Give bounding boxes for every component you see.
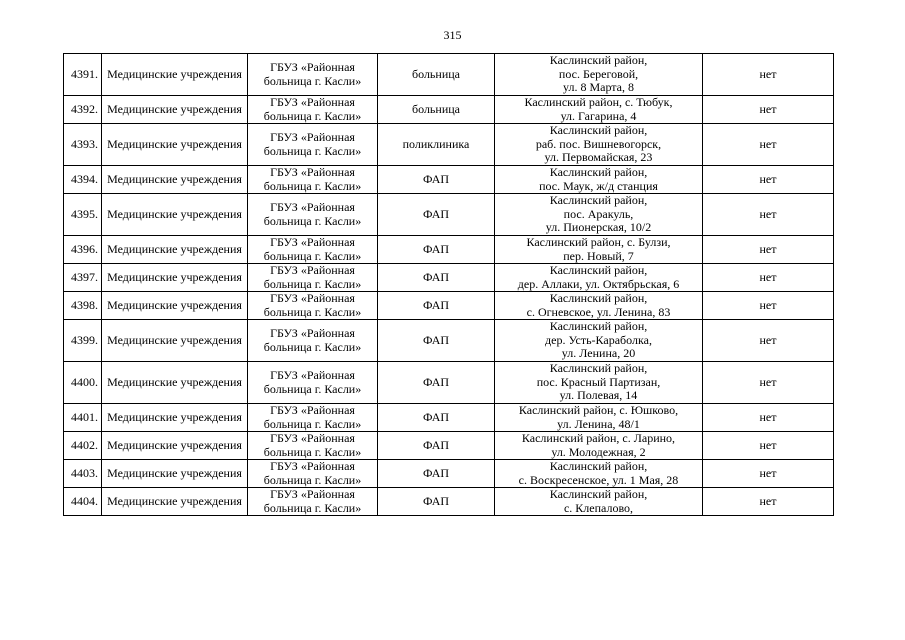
address-cell <box>495 320 703 362</box>
facility-type-cell: поликлиника <box>378 124 495 166</box>
address-line: ул. Молодежная, 2 <box>551 444 646 459</box>
facility-type-cell: ФАП <box>378 362 495 404</box>
address-cell <box>495 96 703 124</box>
address-line: пос. Аракуль, <box>563 206 634 221</box>
address-cell <box>495 362 703 404</box>
address-line: ул. Полевая, 14 <box>559 388 638 403</box>
facility-type-cell: ФАП <box>378 432 495 460</box>
row-number-cell: 4391. <box>64 54 102 96</box>
category-cell: Медицинские учреждения <box>102 54 248 96</box>
facility-type-cell: ФАП <box>378 166 495 194</box>
address-line: дер. Усть-Караболка, <box>545 332 652 347</box>
address-line: ул. Ленина, 48/1 <box>557 416 640 431</box>
address-line: Каслинский район, <box>549 123 648 138</box>
organization-cell: ГБУЗ «Районная больница г. Касли» <box>248 320 378 362</box>
value-cell: нет <box>703 54 834 96</box>
value-cell: нет <box>703 236 834 264</box>
row-number-cell: 4398. <box>64 292 102 320</box>
address-line: ул. Ленина, 20 <box>561 346 636 361</box>
address-line: Каслинский район, с. Юшково, <box>518 403 679 417</box>
category-cell: Медицинские учреждения <box>102 166 248 194</box>
organization-cell: ГБУЗ «Районная больница г. Касли» <box>248 292 378 320</box>
table-row <box>64 96 834 124</box>
category-cell: Медицинские учреждения <box>102 292 248 320</box>
category-cell: Медицинские учреждения <box>102 236 248 264</box>
row-number-cell: 4402. <box>64 432 102 460</box>
category-cell: Медицинские учреждения <box>102 404 248 432</box>
facility-type-cell: ФАП <box>378 488 495 516</box>
address-line: пос. Красный Партизан, <box>536 374 661 389</box>
row-number-cell: 4401. <box>64 404 102 432</box>
address-cell <box>495 166 703 194</box>
address-cell <box>495 404 703 432</box>
address-line: Каслинский район, <box>549 291 648 305</box>
organization-cell: ГБУЗ «Районная больница г. Касли» <box>248 488 378 516</box>
value-cell: нет <box>703 432 834 460</box>
row-number-cell: 4396. <box>64 236 102 264</box>
value-cell: нет <box>703 264 834 292</box>
registry-table <box>63 53 834 516</box>
organization-cell: ГБУЗ «Районная больница г. Касли» <box>248 236 378 264</box>
address-cell <box>495 124 703 166</box>
table-row <box>64 236 834 264</box>
address-line: Каслинский район, с. Тюбук, <box>524 95 673 109</box>
facility-type-cell: ФАП <box>378 292 495 320</box>
value-cell: нет <box>703 320 834 362</box>
address-cell <box>495 292 703 320</box>
category-cell: Медицинские учреждения <box>102 264 248 292</box>
facility-type-cell: ФАП <box>378 404 495 432</box>
address-line: раб. пос. Вишневогорск, <box>535 136 662 151</box>
address-line: Каслинский район, <box>549 319 648 334</box>
address-line: Каслинский район, <box>549 459 648 473</box>
address-line: Каслинский район, <box>549 53 648 68</box>
address-line: ул. Пионерская, 10/2 <box>545 220 652 235</box>
address-line: Каслинский район, <box>549 263 648 277</box>
organization-cell: ГБУЗ «Районная больница г. Касли» <box>248 166 378 194</box>
table-row <box>64 460 834 488</box>
address-cell <box>495 488 703 516</box>
address-line: с. Клепалово, <box>563 500 634 515</box>
address-line: с. Воскресенское, ул. 1 Мая, 28 <box>518 472 679 487</box>
address-line: Каслинский район, с. Булзи, <box>526 235 671 249</box>
organization-cell: ГБУЗ «Районная больница г. Касли» <box>248 96 378 124</box>
organization-cell: ГБУЗ «Районная больница г. Касли» <box>248 264 378 292</box>
facility-type-cell: ФАП <box>378 194 495 236</box>
row-number-cell: 4393. <box>64 124 102 166</box>
address-line: пер. Новый, 7 <box>563 248 634 263</box>
row-number-cell: 4397. <box>64 264 102 292</box>
category-cell: Медицинские учреждения <box>102 194 248 236</box>
facility-type-cell: больница <box>378 96 495 124</box>
address-line: ул. 8 Марта, 8 <box>562 80 634 95</box>
address-line: Каслинский район, с. Ларино, <box>521 431 676 445</box>
value-cell: нет <box>703 124 834 166</box>
table-row <box>64 264 834 292</box>
category-cell: Медицинские учреждения <box>102 488 248 516</box>
row-number-cell: 4404. <box>64 488 102 516</box>
organization-cell: ГБУЗ «Районная больница г. Касли» <box>248 432 378 460</box>
table-row <box>64 166 834 194</box>
address-line: ул. Первомайская, 23 <box>544 150 653 165</box>
table-row <box>64 320 834 362</box>
category-cell: Медицинские учреждения <box>102 124 248 166</box>
row-number-cell: 4395. <box>64 194 102 236</box>
address-line: Каслинский район, <box>549 193 648 208</box>
organization-cell: ГБУЗ «Районная больница г. Касли» <box>248 362 378 404</box>
table-row <box>64 292 834 320</box>
table-row <box>64 432 834 460</box>
value-cell: нет <box>703 292 834 320</box>
facility-type-cell: ФАП <box>378 236 495 264</box>
organization-cell: ГБУЗ «Районная больница г. Касли» <box>248 124 378 166</box>
value-cell: нет <box>703 488 834 516</box>
row-number-cell: 4392. <box>64 96 102 124</box>
value-cell: нет <box>703 460 834 488</box>
facility-type-cell: ФАП <box>378 264 495 292</box>
organization-cell: ГБУЗ «Районная больница г. Касли» <box>248 54 378 96</box>
value-cell: нет <box>703 362 834 404</box>
facility-type-cell: ФАП <box>378 460 495 488</box>
value-cell: нет <box>703 96 834 124</box>
address-line: Каслинский район, <box>549 165 648 179</box>
address-cell <box>495 460 703 488</box>
value-cell: нет <box>703 194 834 236</box>
category-cell: Медицинские учреждения <box>102 362 248 404</box>
address-cell <box>495 236 703 264</box>
table-row <box>64 54 834 96</box>
address-cell <box>495 194 703 236</box>
address-line: Каслинский район, <box>549 487 648 501</box>
organization-cell: ГБУЗ «Районная больница г. Касли» <box>248 404 378 432</box>
page-number: 315 <box>443 28 462 42</box>
category-cell: Медицинские учреждения <box>102 320 248 362</box>
category-cell: Медицинские учреждения <box>102 460 248 488</box>
row-number-cell: 4403. <box>64 460 102 488</box>
organization-cell: ГБУЗ «Районная больница г. Касли» <box>248 460 378 488</box>
facility-type-cell: ФАП <box>378 320 495 362</box>
row-number-cell: 4399. <box>64 320 102 362</box>
table-row <box>64 362 834 404</box>
address-line: дер. Аллаки, ул. Октябрьская, 6 <box>517 276 680 291</box>
organization-cell: ГБУЗ «Районная больница г. Касли» <box>248 194 378 236</box>
row-number-cell: 4400. <box>64 362 102 404</box>
row-number-cell: 4394. <box>64 166 102 194</box>
table-row <box>64 488 834 516</box>
facility-type-cell: больница <box>378 54 495 96</box>
address-cell <box>495 264 703 292</box>
category-cell: Медицинские учреждения <box>102 96 248 124</box>
address-line: пос. Береговой, <box>558 66 639 81</box>
address-cell <box>495 432 703 460</box>
value-cell: нет <box>703 166 834 194</box>
table-row <box>64 124 834 166</box>
address-line: пос. Маук, ж/д станция <box>539 178 658 193</box>
address-line: ул. Гагарина, 4 <box>560 108 637 123</box>
address-line: с. Огневское, ул. Ленина, 83 <box>526 304 671 319</box>
category-cell: Медицинские учреждения <box>102 432 248 460</box>
table-row <box>64 194 834 236</box>
registry-table-body <box>64 54 834 516</box>
table-row <box>64 404 834 432</box>
address-cell <box>495 54 703 96</box>
value-cell: нет <box>703 404 834 432</box>
address-line: Каслинский район, <box>549 361 648 376</box>
